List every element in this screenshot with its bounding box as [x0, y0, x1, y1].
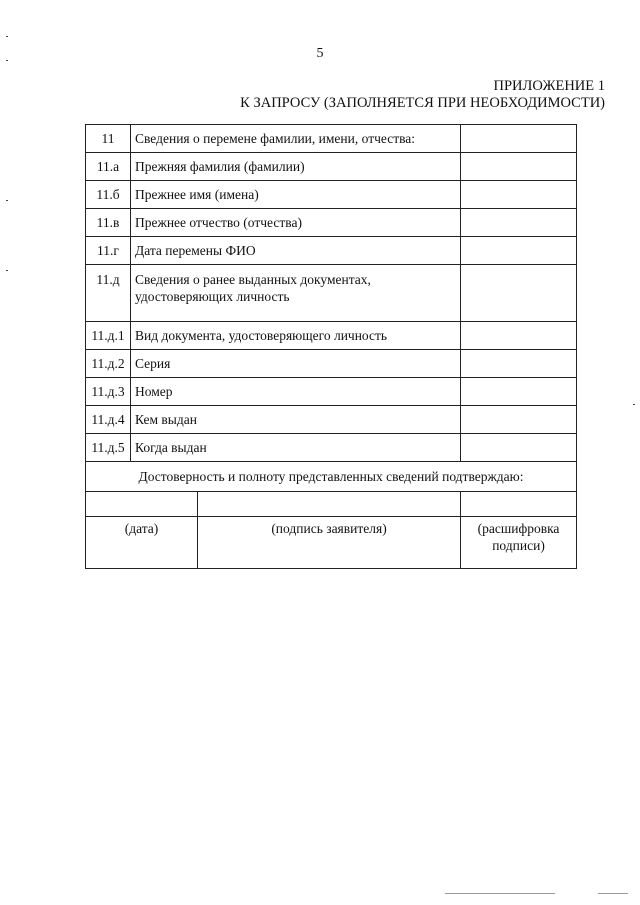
row-value-field[interactable]: [461, 181, 577, 209]
row-label: Прежнее отчество (отчества): [131, 209, 461, 237]
row-value-field[interactable]: [461, 153, 577, 181]
row-code: 11.г: [86, 237, 131, 265]
row-label: Дата перемены ФИО: [131, 237, 461, 265]
row-value-field[interactable]: [461, 265, 577, 322]
row-label: Сведения о перемене фамилии, имени, отчества:: [131, 125, 461, 153]
row-label: Когда выдан: [131, 434, 461, 462]
table-row: [86, 181, 577, 209]
row-label: Вид документа, удостоверяющего личность: [131, 322, 461, 350]
row-label: Сведения о ранее выданных документах, удостоверяющих личность: [131, 265, 461, 322]
decoding-caption: (расшифровка подписи): [461, 517, 577, 569]
row-value-field[interactable]: [461, 434, 577, 462]
row-code: 11.д.4: [86, 406, 131, 434]
row-value-field[interactable]: [461, 378, 577, 406]
table-row: [86, 406, 577, 434]
table-row: [86, 434, 577, 462]
row-code: 11: [86, 125, 131, 153]
request-appendix-table: [85, 124, 577, 569]
date-caption: (дата): [86, 517, 198, 569]
page-number: 5: [316, 46, 324, 61]
row-code: 11.д.1: [86, 322, 131, 350]
row-code: 11.б: [86, 181, 131, 209]
row-value-field[interactable]: [461, 237, 577, 265]
row-code: 11.д: [86, 265, 131, 322]
table-row: [86, 378, 577, 406]
row-code: 11.в: [86, 209, 131, 237]
table-row: [86, 209, 577, 237]
scan-edge-mark: [445, 893, 555, 894]
scan-edge-mark: [598, 893, 628, 894]
scan-edge-mark: [6, 60, 8, 61]
row-code: 11.а: [86, 153, 131, 181]
row-label: Серия: [131, 350, 461, 378]
table-row: [86, 265, 577, 322]
scan-edge-mark: [633, 404, 635, 405]
scan-edge-mark: [6, 270, 8, 271]
signature-caption-row: [86, 517, 577, 569]
signature-caption: (подпись заявителя): [198, 517, 461, 569]
row-value-field[interactable]: [461, 322, 577, 350]
row-label: Прежняя фамилия (фамилии): [131, 153, 461, 181]
row-code: 11.д.2: [86, 350, 131, 378]
appendix-title: ПРИЛОЖЕНИЕ 1: [493, 78, 605, 94]
scan-edge-mark: [6, 200, 8, 201]
appendix-subtitle: К ЗАПРОСУ (ЗАПОЛНЯЕТСЯ ПРИ НЕОБХОДИМОСТИ): [240, 95, 605, 111]
row-value-field[interactable]: [461, 209, 577, 237]
table-row: [86, 125, 577, 153]
table-row: [86, 237, 577, 265]
row-label: Прежнее имя (имена): [131, 181, 461, 209]
table-row: [86, 350, 577, 378]
confirmation-row: [86, 462, 577, 492]
table-row: [86, 153, 577, 181]
signature-field[interactable]: [198, 492, 461, 517]
appendix-heading: [240, 78, 605, 112]
date-field[interactable]: [86, 492, 198, 517]
row-label: Номер: [131, 378, 461, 406]
confirmation-text: Достоверность и полноту представленных сведений подтверждаю:: [86, 462, 577, 492]
row-code: 11.д.3: [86, 378, 131, 406]
row-label: Кем выдан: [131, 406, 461, 434]
signature-input-row: [86, 492, 577, 517]
signature-decoding-field[interactable]: [461, 492, 577, 517]
scan-edge-mark: [6, 36, 8, 37]
row-code: 11.д.5: [86, 434, 131, 462]
row-value-field[interactable]: [461, 406, 577, 434]
row-value-field[interactable]: [461, 350, 577, 378]
row-value-field[interactable]: [461, 125, 577, 153]
table-row: [86, 322, 577, 350]
